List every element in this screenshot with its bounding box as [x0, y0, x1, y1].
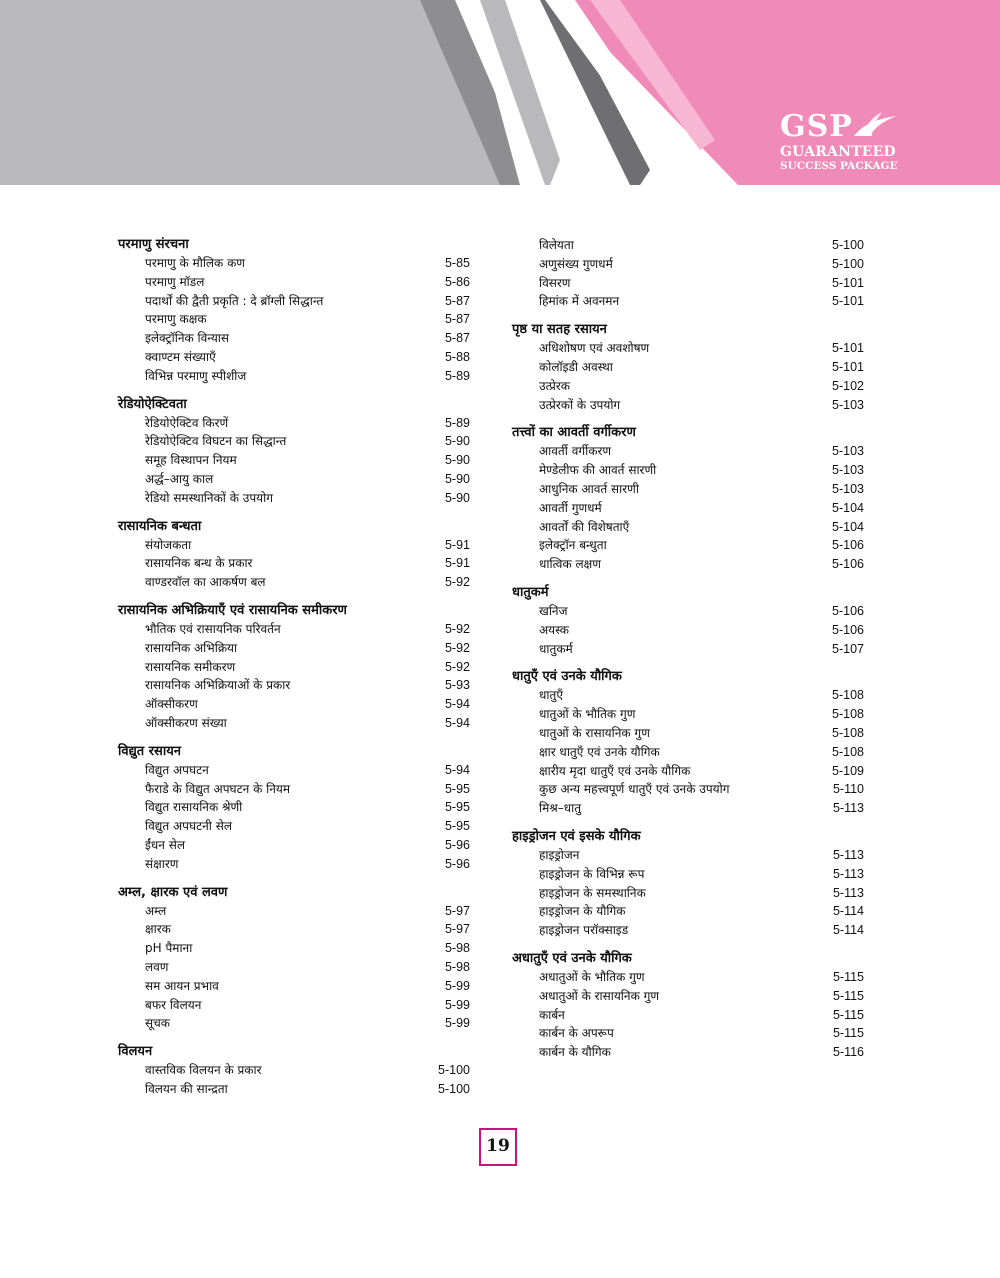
toc-entry	[512, 292, 872, 311]
toc-entry	[118, 817, 478, 836]
toc-entry-page: 5-108	[832, 707, 864, 722]
toc-entry-page: 5-106	[832, 622, 864, 637]
toc-entry	[512, 640, 872, 659]
toc-entry-page: 5-94	[444, 762, 470, 777]
toc-entry	[118, 414, 478, 433]
toc-entry-title: मेण्डेलीफ की आवर्त सारणी	[539, 463, 657, 478]
toc-entry	[512, 884, 872, 903]
toc-entry	[118, 695, 478, 714]
toc-entry-title: कार्बन के यौगिक	[539, 1045, 611, 1060]
toc-entry-title: क्वाण्टम संख्याएँ	[145, 349, 216, 364]
toc-entry	[118, 855, 478, 874]
toc-entry-title: आवर्तों की विशेषताएँ	[539, 519, 630, 534]
toc-entry-title: परमाणु मॉडल	[145, 274, 205, 289]
toc-entry	[118, 977, 478, 996]
toc-entry-title: पदार्थों की द्वैती प्रकृति : दे ब्रॉग्ली सिद्धान्त	[145, 293, 324, 308]
toc-entry-page: 5-95	[444, 800, 470, 815]
toc-entry-title: परमाणु कक्षक	[145, 312, 207, 327]
toc-entry-title: हाइड्रोजन के समस्थानिक	[539, 885, 646, 900]
toc-entry-page: 5-101	[832, 275, 864, 290]
toc-entry-page: 5-103	[832, 463, 864, 478]
toc-entry-title: कुछ अन्य महत्त्वपूर्ण धातुएँ एवं उनके उपयोग	[539, 782, 730, 797]
toc-entry-page: 5-101	[832, 359, 864, 374]
toc-entry-page: 5-99	[444, 1016, 470, 1031]
toc-entry-page: 5-108	[832, 725, 864, 740]
toc-entry	[512, 799, 872, 818]
toc-entry	[512, 518, 872, 537]
section-title: तत्त्वों का आवर्ती वर्गीकरण	[512, 425, 636, 441]
toc-entry-title: आधुनिक आवर्त सारणी	[539, 481, 639, 496]
toc-entry	[118, 958, 478, 977]
toc-entry-page: 5-110	[832, 782, 864, 797]
toc-entry-page: 5-90	[444, 453, 470, 468]
toc-entry	[118, 470, 478, 489]
toc-entry	[512, 865, 872, 884]
toc-entry	[512, 1024, 872, 1043]
toc-entry-page: 5-94	[444, 715, 470, 730]
toc-entry-page: 5-115	[832, 1026, 864, 1041]
toc-entry-title: विसरण	[539, 275, 571, 290]
toc-entry	[512, 921, 872, 940]
toc-entry-title: विलेयता	[539, 238, 574, 252]
toc-entry	[118, 554, 478, 573]
toc-entry-page: 5-89	[444, 368, 470, 383]
toc-entry-title: हाइड्रोजन के विभिन्न रूप	[539, 866, 645, 881]
toc-entry	[118, 432, 478, 451]
toc-entry-title: विभिन्न परमाणु स्पीशीज	[145, 368, 247, 383]
toc-entry-page: 5-113	[832, 885, 864, 900]
toc-entry-title: ऑक्सीकरण	[145, 697, 198, 712]
toc-entry-page: 5-100	[832, 238, 864, 252]
toc-entry-title: हाइड्रोजन परॉक्साइड	[539, 923, 629, 938]
toc-entry	[512, 255, 872, 274]
toc-entry-page: 5-96	[444, 837, 470, 852]
toc-entry-title: वास्तविक विलयन के प्रकार	[145, 1063, 262, 1078]
toc-entry	[512, 846, 872, 865]
toc-entry-page: 5-90	[444, 490, 470, 505]
toc-entry-title: इलेक्ट्रॉन बन्धुता	[539, 538, 607, 553]
toc-entry	[118, 714, 478, 733]
toc-entry-page: 5-87	[444, 293, 470, 308]
toc-entry-page: 5-95	[444, 819, 470, 834]
toc-entry-title: धात्विक लक्षण	[539, 557, 601, 572]
section-title: विलयन	[118, 1044, 153, 1060]
toc-entry-title: परमाणु के मौलिक कण	[145, 256, 245, 270]
toc-entry-title: खनिज	[539, 603, 568, 618]
toc-entry	[118, 658, 478, 677]
toc-entry	[118, 348, 478, 367]
toc-entry-page: 5-100	[832, 256, 864, 271]
toc-entry-page: 5-92	[444, 659, 470, 674]
toc-section	[512, 584, 872, 658]
toc-entry	[512, 968, 872, 987]
toc-entry	[512, 705, 872, 724]
toc-entry-page: 5-85	[444, 256, 470, 270]
toc-entry	[512, 236, 872, 255]
toc-entry	[118, 536, 478, 555]
toc-entry-page: 5-115	[832, 988, 864, 1003]
toc-entry-page: 5-114	[832, 904, 864, 919]
toc-section	[512, 424, 872, 574]
toc-entry-title: धातुएँ	[539, 688, 563, 703]
toc-entry-title: विद्युत रासायनिक श्रेणी	[145, 800, 243, 815]
toc-entry	[118, 639, 478, 658]
toc-entry-page: 5-89	[444, 415, 470, 430]
toc-entry-page: 5-91	[444, 537, 470, 552]
toc-entry-page: 5-106	[832, 538, 864, 553]
toc-section	[118, 743, 478, 874]
toc-entry	[512, 396, 872, 415]
toc-section	[512, 321, 872, 414]
toc-entry	[118, 902, 478, 921]
toc-entry-title: सूचक	[145, 1016, 170, 1031]
toc-entry-page: 5-92	[444, 575, 470, 590]
toc-entry-title: रासायनिक बन्ध के प्रकार	[145, 556, 253, 571]
toc-entry-title: विद्युत अपघटनी सेल	[145, 819, 232, 834]
toc-entry	[512, 780, 872, 799]
toc-entry-page: 5-101	[832, 341, 864, 356]
toc-entry	[118, 273, 478, 292]
toc-entry	[118, 836, 478, 855]
toc-entry	[118, 920, 478, 939]
toc-entry	[118, 780, 478, 799]
toc-entry	[512, 358, 872, 377]
toc-entry-title: कार्बन	[539, 1007, 565, 1022]
toc-entry	[512, 499, 872, 518]
toc-entry-title: संयोजकता	[145, 537, 192, 552]
toc-entry	[118, 996, 478, 1015]
toc-entry-title: अम्ल	[145, 903, 167, 918]
toc-entry-page: 5-90	[444, 471, 470, 486]
toc-entry-title: अर्द्ध–आयु काल	[145, 471, 214, 486]
section-title: परमाणु संरचना	[118, 237, 189, 252]
toc-entry-page: 5-113	[832, 801, 864, 816]
toc-entry-title: कोलॉइडी अवस्था	[539, 359, 613, 374]
toc-entry-title: अणुसंख्य गुणधर्म	[539, 256, 613, 271]
toc-entry-title: रेडियो समस्थानिकों के उपयोग	[145, 490, 273, 505]
toc-entry-title: भौतिक एवं रासायनिक परिवर्तन	[145, 621, 281, 636]
toc-right-column	[512, 236, 872, 1072]
toc-entry-title: हाइड्रोजन के यौगिक	[539, 904, 626, 919]
toc-entry-page: 5-115	[832, 969, 864, 984]
toc-entry-title: हाइड्रोजन	[539, 847, 580, 862]
toc-entry-page: 5-94	[444, 697, 470, 712]
toc-entry-title: संक्षारण	[145, 856, 179, 871]
toc-entry-title: रेडियोऐक्टिव विघटन का सिद्धान्त	[145, 434, 287, 449]
toc-entry-title: अयस्क	[539, 622, 570, 637]
toc-entry-title: रेडियोऐक्टिव किरणें	[145, 415, 229, 430]
toc-entry-title: अधातुओं के रासायनिक गुण	[539, 988, 660, 1003]
toc-entry	[512, 480, 872, 499]
toc-entry-page: 5-102	[832, 378, 864, 393]
toc-entry	[118, 1080, 478, 1099]
page-number: 19	[479, 1128, 517, 1166]
toc-entry	[512, 987, 872, 1006]
toc-entry-page: 5-90	[444, 434, 470, 449]
toc-entry	[118, 676, 478, 695]
toc-entry-title: समूह विस्थापन नियम	[145, 453, 237, 468]
toc-entry-title: धातुओं के रासायनिक गुण	[539, 725, 650, 740]
toc-entry	[118, 620, 478, 639]
toc-entry	[118, 367, 478, 386]
toc-entry	[118, 939, 478, 958]
page-header-banner	[0, 0, 1000, 185]
toc-entry-page: 5-113	[832, 847, 864, 862]
toc-entry	[118, 761, 478, 780]
toc-entry	[512, 377, 872, 396]
toc-entry-title: धातुकर्म	[539, 641, 573, 656]
toc-entry	[512, 1043, 872, 1062]
toc-entry-page: 5-115	[832, 1007, 864, 1022]
toc-entry	[512, 602, 872, 621]
toc-entry-page: 5-113	[832, 866, 864, 881]
toc-entry	[118, 798, 478, 817]
brand-tagline-success-package: SUCCESS PACKAGE	[780, 160, 898, 172]
toc-entry-page: 5-96	[444, 856, 470, 871]
toc-entry	[512, 461, 872, 480]
toc-entry-page: 5-86	[444, 274, 470, 289]
toc-entry-page: 5-87	[444, 331, 470, 346]
toc-entry-page: 5-106	[832, 603, 864, 618]
toc-entry-page: 5-114	[832, 923, 864, 938]
section-title: अम्ल, क्षारक एवं लवण	[118, 884, 228, 900]
toc-entry-page: 5-103	[832, 444, 864, 459]
toc-entry-page: 5-103	[832, 397, 864, 412]
toc-entry-title: रासायनिक अभिक्रिया	[145, 640, 238, 655]
toc-entry-page: 5-99	[444, 997, 470, 1012]
toc-entry-title: रासायनिक समीकरण	[145, 659, 236, 674]
toc-entry-page: 5-106	[832, 557, 864, 572]
toc-entry-title: उत्प्रेरकों के उपयोग	[539, 397, 621, 412]
section-title: पृष्ठ या सतह रसायन	[512, 322, 607, 338]
toc-entry	[512, 274, 872, 293]
section-title: धातुएँ एवं उनके यौगिक	[512, 669, 622, 685]
toc-entry-title: धातुओं के भौतिक गुण	[539, 707, 636, 722]
section-title: रासायनिक बन्धता	[118, 518, 202, 534]
toc-entry-title: उत्प्रेरक	[539, 378, 571, 393]
toc-entry-title: लवण	[145, 959, 169, 974]
toc-entry-page: 5-97	[444, 903, 470, 918]
toc-entry-page: 5-98	[444, 959, 470, 974]
toc-entry-page: 5-92	[444, 621, 470, 636]
toc-entry-page: 5-108	[832, 688, 864, 703]
toc-entry	[118, 310, 478, 329]
toc-entry-page: 5-100	[438, 1081, 470, 1096]
toc-entry-page: 5-97	[444, 922, 470, 937]
toc-entry-page: 5-116	[832, 1045, 864, 1060]
toc-section	[118, 396, 478, 508]
toc-entry	[512, 762, 872, 781]
toc-entry	[118, 292, 478, 311]
toc-entry	[118, 489, 478, 508]
toc-section	[118, 518, 478, 592]
toc-entry-title: आवर्ती वर्गीकरण	[539, 444, 612, 459]
toc-section	[118, 884, 478, 1034]
toc-entry	[118, 254, 478, 273]
toc-entry-page: 5-99	[444, 978, 470, 993]
toc-entry-title: वाण्डरवॉल का आकर्षण बल	[145, 575, 266, 590]
toc-entry-page: 5-100	[438, 1063, 470, 1078]
section-title: रेडियोऐक्टिवता	[118, 396, 187, 412]
toc-section	[512, 950, 872, 1062]
toc-entry-page: 5-87	[444, 312, 470, 327]
toc-entry-title: विद्युत अपघटन	[145, 762, 209, 777]
toc-entry-page: 5-93	[444, 678, 470, 693]
toc-entry	[512, 555, 872, 574]
toc-entry-page: 5-92	[444, 640, 470, 655]
section-title: विद्युत रसायन	[118, 743, 181, 759]
toc-entry	[512, 686, 872, 705]
toc-entry-title: मिश्र–धातु	[539, 801, 582, 816]
toc-entry	[512, 621, 872, 640]
toc-entry-title: रासायनिक अभिक्रियाओं के प्रकार	[145, 678, 291, 693]
toc-entry-title: हिमांक में अवनमन	[539, 294, 620, 309]
toc-entry-title: ईंधन सेल	[145, 837, 185, 852]
toc-entry	[118, 1014, 478, 1033]
toc-entry	[512, 536, 872, 555]
toc-entry	[118, 1061, 478, 1080]
toc-entry	[118, 329, 478, 348]
toc-entry-title: इलेक्ट्रॉनिक विन्यास	[145, 331, 230, 346]
toc-entry	[118, 573, 478, 592]
toc-entry	[512, 724, 872, 743]
toc-section	[118, 236, 478, 386]
toc-entry-title: अधातुओं के भौतिक गुण	[539, 969, 645, 984]
toc-left-column	[118, 236, 478, 1109]
toc-entry-page: 5-88	[444, 349, 470, 364]
toc-entry-title: क्षारीय मृदा धातुएँ एवं उनके यौगिक	[539, 763, 691, 778]
toc-entry-page: 5-91	[444, 556, 470, 571]
toc-entry-title: क्षार धातुएँ एवं उनके यौगिक	[539, 744, 660, 759]
toc-entry	[512, 339, 872, 358]
toc-entry-title: आवर्ती गुणधर्म	[539, 500, 602, 515]
toc-entry	[512, 1006, 872, 1025]
toc-section	[512, 236, 872, 311]
toc-entry	[512, 743, 872, 762]
toc-entry-title: सम आयन प्रभाव	[145, 978, 219, 993]
brand-logo-text: GSP	[780, 109, 853, 144]
toc-entry-title: क्षारक	[145, 922, 171, 937]
section-title: हाइड्रोजन एवं इसके यौगिक	[512, 828, 641, 844]
toc-entry	[512, 902, 872, 921]
toc-section	[118, 1043, 478, 1099]
toc-entry-page: 5-108	[832, 744, 864, 759]
toc-entry-title: pH पैमाना	[145, 941, 193, 956]
toc-entry-title: फैराडे के विद्युत अपघटन के नियम	[145, 781, 291, 796]
toc-entry-page: 5-104	[832, 500, 864, 515]
toc-entry-title: विलयन की सान्द्रता	[145, 1081, 228, 1096]
toc-section	[512, 828, 872, 940]
section-title: धातुकर्म	[512, 584, 549, 600]
brand-tagline-guaranteed: GUARANTEED	[780, 144, 896, 160]
toc-entry-title: कार्बन के अपरूप	[539, 1026, 614, 1041]
toc-entry	[118, 451, 478, 470]
toc-section	[118, 602, 478, 733]
toc-entry-page: 5-103	[832, 481, 864, 496]
toc-entry-page: 5-107	[832, 641, 864, 656]
section-title: अधातुएँ एवं उनके यौगिक	[512, 950, 632, 966]
toc-section	[512, 668, 872, 818]
toc-entry-page: 5-95	[444, 781, 470, 796]
section-title: रासायनिक अभिक्रियाएँ एवं रासायनिक समीकरण	[118, 602, 347, 618]
toc-entry-page: 5-104	[832, 519, 864, 534]
leaf-icon	[852, 112, 898, 138]
toc-entry-title: अधिशोषण एवं अवशोषण	[539, 341, 650, 356]
toc-entry-page: 5-101	[832, 294, 864, 309]
toc-entry	[512, 442, 872, 461]
toc-entry-page: 5-98	[444, 941, 470, 956]
toc-entry-page: 5-109	[832, 763, 864, 778]
toc-entry-title: ऑक्सीकरण संख्या	[145, 715, 227, 730]
toc-entry-title: बफर विलयन	[145, 997, 202, 1012]
